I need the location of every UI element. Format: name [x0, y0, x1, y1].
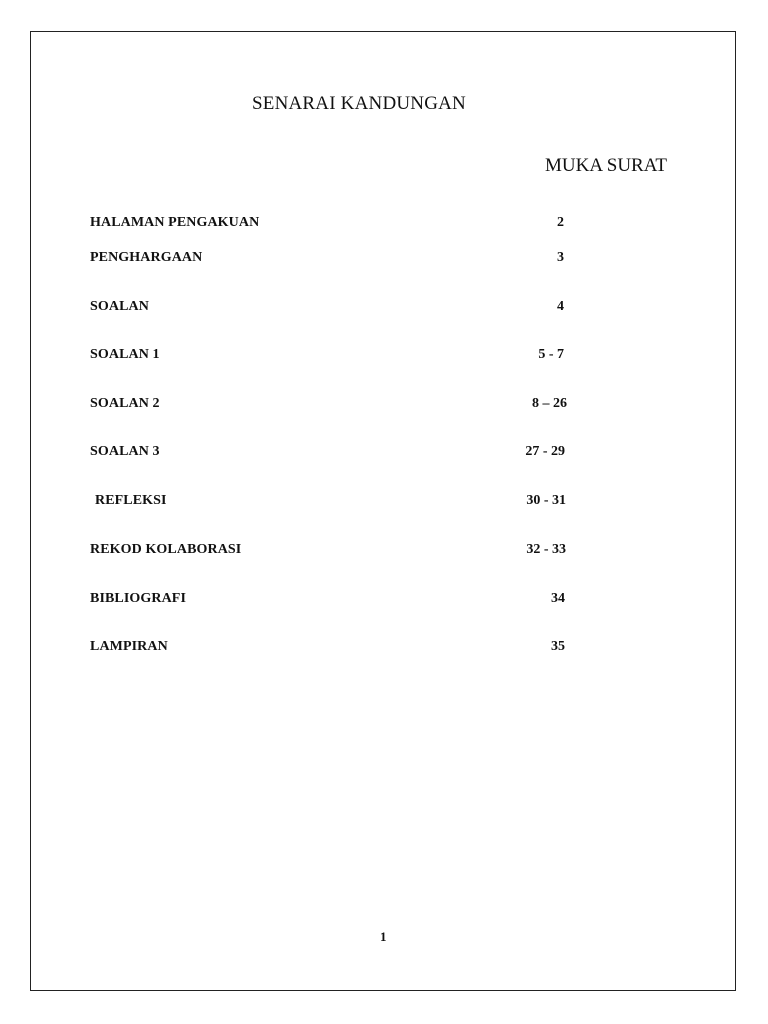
toc-entry-label: LAMPIRAN [90, 639, 168, 654]
page-number: 1 [380, 929, 387, 944]
toc-entry-page: 4 [557, 299, 564, 314]
toc-entry-label: HALAMAN PENGAKUAN [90, 215, 260, 230]
toc-entry-page: 34 [551, 591, 565, 606]
toc-row [0, 444, 768, 464]
toc-row [0, 215, 768, 235]
toc-row [0, 250, 768, 270]
toc-entry-page: 27 - 29 [525, 444, 565, 459]
toc-row [0, 299, 768, 319]
toc-row [0, 542, 768, 562]
toc-entry-page: 30 - 31 [526, 493, 566, 508]
toc-row [0, 639, 768, 659]
toc-entry-label: PENGHARGAAN [90, 250, 203, 265]
toc-entry-label: SOALAN [90, 299, 149, 314]
toc-row [0, 347, 768, 367]
toc-entry-label: REKOD KOLABORASI [90, 542, 242, 557]
toc-entry-label: SOALAN 3 [90, 444, 160, 459]
toc-entry-label: BIBLIOGRAFI [90, 591, 187, 606]
toc-row [0, 396, 768, 416]
toc-entry-page: 2 [557, 215, 564, 230]
toc-entry-page: 8 – 26 [532, 396, 567, 411]
page-column-heading: MUKA SURAT [545, 155, 667, 176]
toc-entry-page: 35 [551, 639, 565, 654]
toc-row [0, 591, 768, 611]
toc-entry-label: REFLEKSI [95, 493, 167, 508]
toc-entry-page: 3 [557, 250, 564, 265]
document-title: SENARAI KANDUNGAN [252, 93, 466, 114]
toc-entry-page: 32 - 33 [526, 542, 566, 557]
toc-entry-page: 5 - 7 [538, 347, 564, 362]
toc-entry-label: SOALAN 1 [90, 347, 160, 362]
toc-entry-label: SOALAN 2 [90, 396, 160, 411]
toc-row [0, 493, 768, 513]
